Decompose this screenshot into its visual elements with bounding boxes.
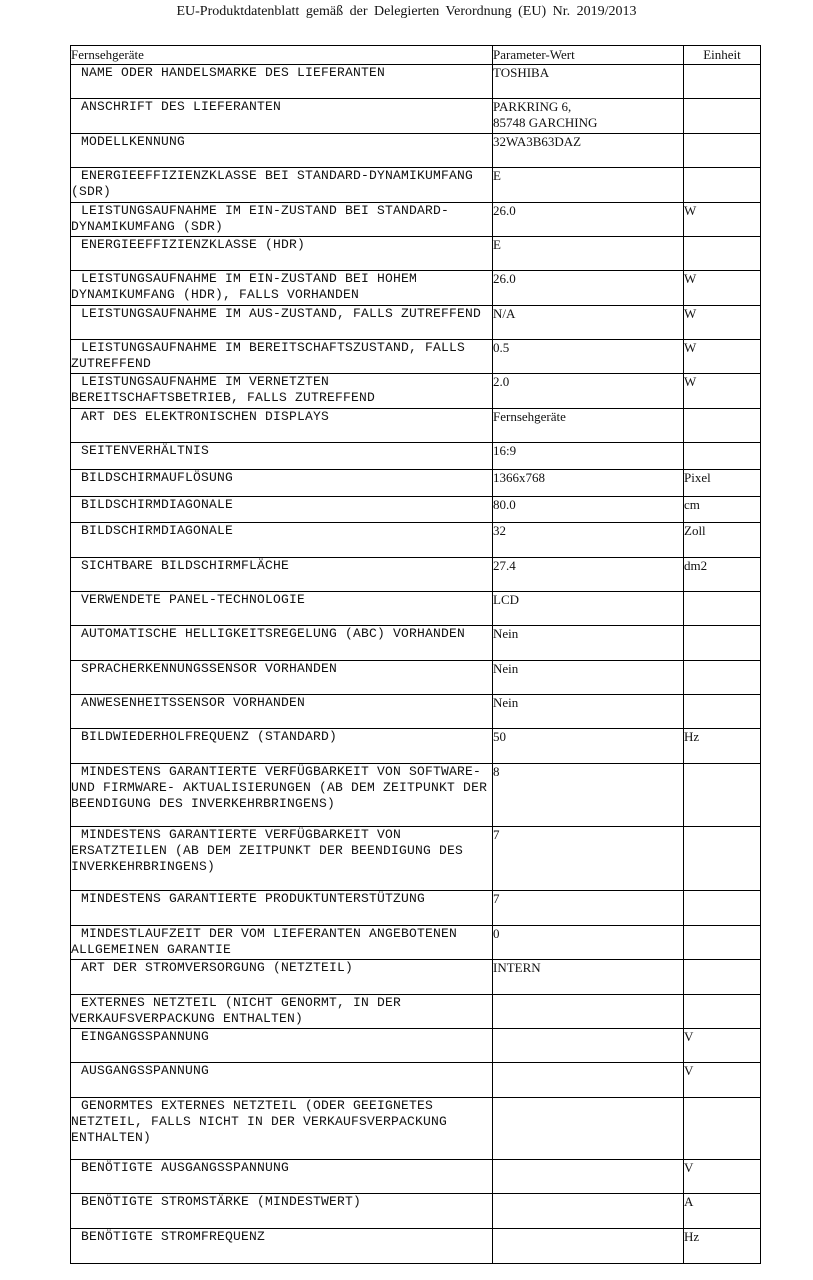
parameter-value: 27.4 — [493, 558, 684, 592]
parameter-value: 1366x768 — [493, 470, 684, 497]
parameter-unit — [684, 237, 761, 271]
table-row — [71, 695, 761, 729]
parameter-unit — [684, 1098, 761, 1160]
table-row — [71, 661, 761, 695]
parameter-unit: W — [684, 374, 761, 409]
parameter-label: BENÖTIGTE STROMSTÄRKE (MINDESTWERT) — [71, 1194, 493, 1229]
parameter-value: 7 — [493, 891, 684, 926]
document-title: EU-Produktdatenblatt gemäß der Delegierten Verordnung (EU) Nr. 2019/2013 — [176, 4, 637, 19]
table-header-row — [71, 46, 761, 65]
header-value: Parameter-Wert — [493, 46, 684, 65]
parameter-unit — [684, 827, 761, 891]
table-row — [71, 271, 761, 306]
parameter-label: MINDESTENS GARANTIERTE VERFÜGBARKEIT VON SOFTWARE- UND FIRMWARE- AKTUALISIERUNGEN (AB DEM ZEITPUNKT DER BEENDIGUNG DES INVERKEHRBRINGENS) — [71, 764, 493, 827]
parameter-value: Nein — [493, 695, 684, 729]
parameter-label: SEITENVERHÄLTNIS — [71, 443, 493, 470]
table-row — [71, 237, 761, 271]
parameter-unit: Hz — [684, 729, 761, 764]
parameter-label: LEISTUNGSAUFNAHME IM BEREITSCHAFTSZUSTAND, FALLS ZUTREFFEND — [71, 340, 493, 374]
table-row — [71, 374, 761, 409]
table-row — [71, 470, 761, 497]
table-row — [71, 995, 761, 1029]
header-unit: Einheit — [684, 46, 761, 65]
parameter-value: 0.5 — [493, 340, 684, 374]
table-row — [71, 1194, 761, 1229]
parameter-unit — [684, 99, 761, 134]
parameter-unit — [684, 626, 761, 661]
parameter-unit — [684, 695, 761, 729]
parameter-label: ART DER STROMVERSORGUNG (NETZTEIL) — [71, 960, 493, 995]
parameter-label: BENÖTIGTE STROMFREQUENZ — [71, 1229, 493, 1264]
parameter-unit: V — [684, 1063, 761, 1098]
parameter-unit: A — [684, 1194, 761, 1229]
parameter-unit: dm2 — [684, 558, 761, 592]
parameter-label: NAME ODER HANDELSMARKE DES LIEFERANTEN — [71, 65, 493, 99]
parameter-label: EINGANGSSPANNUNG — [71, 1029, 493, 1063]
table-row — [71, 764, 761, 827]
parameter-value — [493, 1160, 684, 1194]
parameter-value: Nein — [493, 661, 684, 695]
parameter-unit — [684, 926, 761, 960]
parameter-unit — [684, 960, 761, 995]
parameter-value: 16:9 — [493, 443, 684, 470]
parameter-label: AUTOMATISCHE HELLIGKEITSREGELUNG (ABC) VORHANDEN — [71, 626, 493, 661]
parameter-value: 2.0 — [493, 374, 684, 409]
parameter-label: AUSGANGSSPANNUNG — [71, 1063, 493, 1098]
table-row — [71, 409, 761, 443]
parameter-value: Fernsehgeräte — [493, 409, 684, 443]
parameter-unit — [684, 134, 761, 168]
parameter-unit — [684, 995, 761, 1029]
parameter-unit: W — [684, 306, 761, 340]
parameter-value — [493, 1229, 684, 1264]
table-row — [71, 203, 761, 237]
parameter-label: LEISTUNGSAUFNAHME IM VERNETZTEN BEREITSCHAFTSBETRIEB, FALLS ZUTREFFEND — [71, 374, 493, 409]
parameter-value: Nein — [493, 626, 684, 661]
table-row — [71, 497, 761, 523]
parameter-value: 80.0 — [493, 497, 684, 523]
parameter-value — [493, 1063, 684, 1098]
parameter-unit: W — [684, 340, 761, 374]
parameter-label: EXTERNES NETZTEIL (NICHT GENORMT, IN DER VERKAUFSVERPACKUNG ENTHALTEN) — [71, 995, 493, 1029]
parameter-value: 26.0 — [493, 203, 684, 237]
parameter-unit — [684, 592, 761, 626]
parameter-label: SPRACHERKENNUNGSSENSOR VORHANDEN — [71, 661, 493, 695]
parameter-label: SICHTBARE BILDSCHIRMFLÄCHE — [71, 558, 493, 592]
table-row — [71, 306, 761, 340]
table-row — [71, 729, 761, 764]
product-data-table — [70, 45, 761, 1264]
parameter-value — [493, 99, 684, 134]
parameter-label: MINDESTENS GARANTIERTE VERFÜGBARKEIT VON ERSATZTEILEN (AB DEM ZEITPUNKT DER BEENDIGUNG DES INVERKEHRBRINGENS) — [71, 827, 493, 891]
parameter-label: MODELLKENNUNG — [71, 134, 493, 168]
table-row — [71, 1160, 761, 1194]
parameter-label: GENORMTES EXTERNES NETZTEIL (ODER GEEIGNETES NETZTEIL, FALLS NICHT IN DER VERKAUFSVERPACKUNG ENTHALTEN) — [71, 1098, 493, 1160]
parameter-value: 7 — [493, 827, 684, 891]
parameter-label: BILDSCHIRMDIAGONALE — [71, 497, 493, 523]
parameter-label: VERWENDETE PANEL-TECHNOLOGIE — [71, 592, 493, 626]
table-row — [71, 1063, 761, 1098]
table-row — [71, 558, 761, 592]
parameter-value: 8 — [493, 764, 684, 827]
table-row — [71, 891, 761, 926]
address-line-2: 85748 GARCHING — [493, 115, 598, 130]
parameter-label: ENERGIEEFFIZIENZKLASSE (HDR) — [71, 237, 493, 271]
parameter-label: ART DES ELEKTRONISCHEN DISPLAYS — [71, 409, 493, 443]
parameter-value: TOSHIBA — [493, 65, 684, 99]
parameter-value: 50 — [493, 729, 684, 764]
parameter-value: LCD — [493, 592, 684, 626]
table-row — [71, 1029, 761, 1063]
parameter-unit: Zoll — [684, 523, 761, 558]
parameter-unit — [684, 443, 761, 470]
table-row — [71, 926, 761, 960]
parameter-value — [493, 1029, 684, 1063]
parameter-value: E — [493, 237, 684, 271]
parameter-value: N/A — [493, 306, 684, 340]
parameter-label: BILDWIEDERHOLFREQUENZ (STANDARD) — [71, 729, 493, 764]
parameter-label: ANWESENHEITSSENSOR VORHANDEN — [71, 695, 493, 729]
parameter-value — [493, 1098, 684, 1160]
parameter-unit: V — [684, 1029, 761, 1063]
table-row — [71, 960, 761, 995]
table-row — [71, 1098, 761, 1160]
parameter-unit — [684, 891, 761, 926]
table-row — [71, 827, 761, 891]
parameter-label: BENÖTIGTE AUSGANGSSPANNUNG — [71, 1160, 493, 1194]
parameter-value: 0 — [493, 926, 684, 960]
table-row — [71, 168, 761, 203]
parameter-unit: cm — [684, 497, 761, 523]
header-parameter: Fernsehgeräte — [71, 46, 493, 65]
table-row — [71, 1229, 761, 1264]
table-row — [71, 523, 761, 558]
parameter-value — [493, 995, 684, 1029]
address-line-1: PARKRING 6, — [493, 99, 572, 114]
parameter-label: BILDSCHIRMDIAGONALE — [71, 523, 493, 558]
parameter-label: ENERGIEEFFIZIENZKLASSE BEI STANDARD-DYNAMIKUMFANG (SDR) — [71, 168, 493, 203]
table-row — [71, 99, 761, 134]
parameter-label: LEISTUNGSAUFNAHME IM EIN-ZUSTAND BEI STANDARD- DYNAMIKUMFANG (SDR) — [71, 203, 493, 237]
table-body — [71, 65, 761, 1264]
parameter-unit — [684, 409, 761, 443]
table-row — [71, 134, 761, 168]
parameter-unit — [684, 168, 761, 203]
table-row — [71, 626, 761, 661]
parameter-label: LEISTUNGSAUFNAHME IM EIN-ZUSTAND BEI HOHEM DYNAMIKUMFANG (HDR), FALLS VORHANDEN — [71, 271, 493, 306]
table-row — [71, 65, 761, 99]
parameter-label: MINDESTLAUFZEIT DER VOM LIEFERANTEN ANGEBOTENEN ALLGEMEINEN GARANTIE — [71, 926, 493, 960]
parameter-label: LEISTUNGSAUFNAHME IM AUS-ZUSTAND, FALLS ZUTREFFEND — [71, 306, 493, 340]
parameter-unit: V — [684, 1160, 761, 1194]
parameter-value: 32 — [493, 523, 684, 558]
parameter-label: ANSCHRIFT DES LIEFERANTEN — [71, 99, 493, 134]
parameter-value: 26.0 — [493, 271, 684, 306]
parameter-value: INTERN — [493, 960, 684, 995]
table-row — [71, 340, 761, 374]
parameter-unit — [684, 764, 761, 827]
table-row — [71, 443, 761, 470]
parameter-label: MINDESTENS GARANTIERTE PRODUKTUNTERSTÜTZUNG — [71, 891, 493, 926]
parameter-value: 32WA3B63DAZ — [493, 134, 684, 168]
parameter-value: E — [493, 168, 684, 203]
parameter-value — [493, 1194, 684, 1229]
parameter-unit: W — [684, 203, 761, 237]
parameter-unit: Hz — [684, 1229, 761, 1264]
parameter-unit: W — [684, 271, 761, 306]
parameter-unit: Pixel — [684, 470, 761, 497]
parameter-unit — [684, 661, 761, 695]
parameter-label: BILDSCHIRMAUFLÖSUNG — [71, 470, 493, 497]
parameter-unit — [684, 65, 761, 99]
table-row — [71, 592, 761, 626]
